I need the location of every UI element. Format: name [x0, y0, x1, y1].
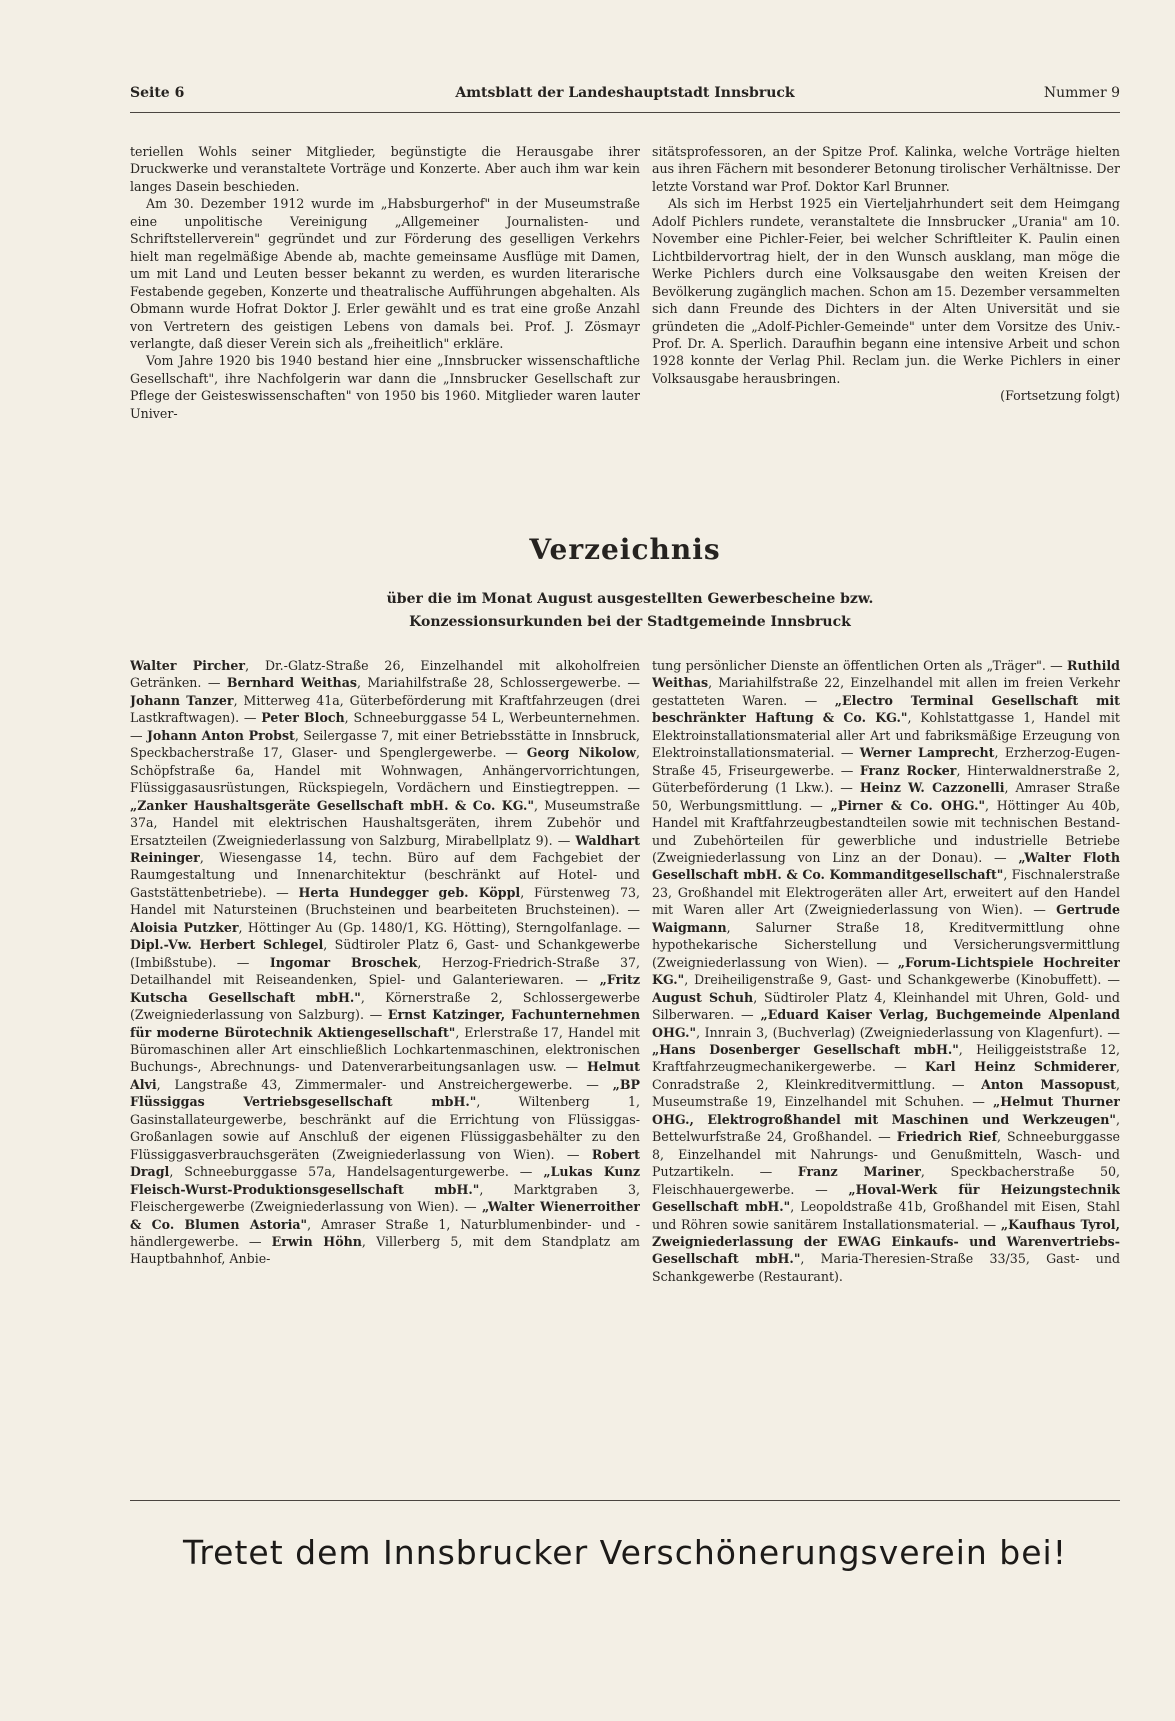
entry-name: „Eduard Kaiser Verlag, Buchgemeinde Alpenland OHG."	[652, 1007, 1120, 1040]
entry-text: , Museumstraße 19, Einzelhandel mit Schuhen. —	[652, 1076, 1120, 1110]
listing-column-left	[130, 657, 640, 1457]
entry-name: „Lukas Kunz Fleisch-Wurst-Produktionsgesellschaft mbH."	[130, 1164, 640, 1197]
entry-text: , Südtiroler Platz 4, Kleinhandel mit Uhren, Gold- und Silberwaren. —	[652, 989, 1120, 1023]
entry-name: Dipl.-Vw. Herbert Schlegel	[130, 937, 324, 953]
header-rule	[130, 112, 1120, 113]
entry-text: , Erlerstraße 17, Handel mit Büromaschinen aller Art einschließlich Lochkartenmaschinen, elektronischen Buchungs-, Abrechnungs- und Datenverarbeitungsanlagen usw. —	[130, 1024, 640, 1075]
entry-name: „Kaufhaus Tyrol, Zweigniederlassung der EWAG Einkaufs- und Warenvertriebs-Gesellschaft mbH."	[652, 1216, 1120, 1267]
entry-text: , Schöpfstraße 6a, Handel mit Wohnwagen, Anhängervorrichtungen, Flüssiggasausrüstungen, Rückspiegeln, Vordächern und Einstiegtreppen. —	[130, 745, 640, 796]
page-number: Seite 6	[130, 85, 185, 101]
entry-name: Ingomar Broschek	[269, 954, 418, 970]
entry-text: , Marktgraben 3, Fleischergewerbe (Zweigniederlassung von Wien). —	[130, 1181, 640, 1215]
entry-text: , Dreiheiligenstraße 9, Gast- und Schankgewerbe (Kinobuffett). —	[684, 972, 1120, 988]
entry-name: „Hans Dosenberger Gesellschaft mbH."	[652, 1041, 959, 1057]
entry-name: „Zanker Haushaltsgeräte Gesellschaft mbH. & Co. KG."	[130, 797, 535, 813]
entry-name: Franz Mariner	[797, 1164, 921, 1180]
entry-name: Heinz W. Cazzonelli	[859, 780, 1005, 796]
entry-name: Werner Lamprecht	[859, 745, 995, 761]
entry-text: , Innrain 3, (Buchverlag) (Zweigniederlassung von Klagenfurt). —	[696, 1024, 1120, 1040]
entry-name: Johann Anton Probst	[146, 727, 295, 743]
entry-name: Robert Dragl	[130, 1146, 640, 1180]
entry-name: Aloisia Putzker	[130, 919, 239, 935]
entry-text: , Seilergasse 7, mit einer Betriebsstätte in Innsbruck, Speckbacherstraße 17, Glaser- und Spenglergewerbe. —	[130, 727, 640, 761]
entry-name: Franz Rocker	[859, 762, 957, 778]
entry-name: Waldhart Reininger	[130, 832, 640, 865]
entry-text: , Museumstraße 37a, Handel mit elektrischen Haushaltsgeräten, ihrem Zubehör und Ersatzteilen (Zweigniederlassung von Salzburg, Mirabellplatz 9). —	[130, 797, 640, 848]
entry-name: „Helmut Thurner OHG., Elektrogroßhandel mit Maschinen und Werkzeugen"	[652, 1094, 1120, 1127]
listing-title: Verzeichnis	[529, 533, 721, 566]
entry-text: , Schneeburggasse 57a, Handelsagenturgewerbe. —	[169, 1164, 544, 1180]
entry-text: , Heiliggeiststraße 12, Kraftfahrzeugmechanikergewerbe. —	[652, 1041, 1120, 1075]
entry-text: , Südtiroler Platz 6, Gast- und Schankgewerbe (Imbißstube). —	[130, 937, 640, 970]
entry-text: , Höttinger Au (Gp. 1480/1, KG. Hötting), Sterngolfanlage. —	[238, 919, 640, 935]
entry-name: Anton Massopust	[981, 1076, 1116, 1092]
entry-text: , Amraser Straße 1, Naturblumenbinder- und -händlergewerbe. —	[130, 1216, 640, 1249]
entry-text: , Speckbacherstraße 50, Fleischhauergewerbe. —	[652, 1164, 1120, 1197]
slogan-banner: Tretet dem Innsbrucker Verschönerungsverein bei!	[183, 1533, 1067, 1572]
entry-text: , Schneeburggasse 8, Einzelhandel mit Nahrungs- und Genußmitteln, Wasch- und Putzartikeln. —	[652, 1129, 1120, 1180]
entry-text: , Villerberg 5, mit dem Standplatz am Hauptbahnhof, Anbie-	[130, 1233, 640, 1267]
entry-text: , Mariahilfstraße 28, Schlossergewerbe. —	[356, 675, 640, 691]
entry-name: Peter Bloch	[261, 710, 345, 726]
entry-text: , Wiesengasse 14, techn. Büro auf dem Fachgebiet der Raumgestaltung und Innenarchitektur (beschränkt auf Hotel- und Gaststättenbetriebe). —	[130, 849, 640, 900]
entry-text: , Wiltenberg 1, Gasinstallateurgewerbe, beschränkt auf die Errichtung von Flüssiggas-Großanlagen sowie auf Anschluß der eigenen Flüssiggasbehälter zu den Flüssiggasverbrauchsgeräten (Zweigniederlassung von Wien). —	[130, 1094, 640, 1162]
entry-text: , Herzog-Friedrich-Straße 37, Detailhandel mit Reiseandenken, Spiel- und Galanteriewaren. —	[130, 954, 640, 988]
entry-name: Karl Heinz Schmiderer	[924, 1059, 1116, 1075]
listing-entries	[130, 657, 640, 1268]
entry-text: , Amraser Straße 50, Werbungsmittlung. —	[652, 780, 1120, 813]
entry-name: Bernhard Weithas	[226, 675, 357, 691]
entry-name: Erwin Höhn	[271, 1233, 362, 1249]
entry-name: Gertrude Waigmann	[652, 902, 1120, 935]
page-header	[130, 85, 1120, 107]
entry-text: , Höttinger Au 40b, Handel mit Kraftfahrzeugbestandteilen sowie mit technischen Bestand- und Zubehörteilen für gewerbliche und industrielle Betriebe (Zweigniederlassung von Linz an der Donau). —	[652, 797, 1120, 865]
article-paragraph: sitätsprofessoren, an der Spitze Prof. Kalinka, welche Vorträge hielten aus ihren Fächern mit besonderer Betonung tirolischer Verhältnisse. Der letzte Vorstand war Prof. Doktor Karl Brunner.	[652, 144, 1120, 194]
entry-name: „Walter Floth Gesellschaft mbH. & Co. Kommanditgesellschaft"	[652, 849, 1120, 883]
listing-column-right	[652, 657, 1120, 1457]
entry-name: Walter Pircher	[130, 658, 246, 673]
entry-text: , Maria-Theresien-Straße 33/35, Gast- und Schankgewerbe (Restaurant).	[652, 1251, 1120, 1284]
entry-text: , Conradstraße 2, Kleinkreditvermittlung. —	[652, 1059, 1120, 1092]
entry-text: , Fischnalerstraße 23, Großhandel mit Elektrogeräten aller Art, erweitert auf den Handel mit Waren aller Art (Zweigniederlassung von Wien). —	[652, 867, 1120, 918]
continued-note: (Fortsetzung folgt)	[1000, 388, 1120, 404]
publication-title: Amtsblatt der Landeshauptstadt Innsbruck	[455, 85, 795, 101]
issue-number: Nummer 9	[1043, 85, 1120, 101]
entry-name: „Forum-Lichtspiele Hochreiter KG."	[652, 954, 1120, 988]
entry-text: , Fürstenweg 73, Handel mit Natursteinen (Bruchsteinen und bearbeiteten Bruchsteinen). —	[130, 884, 640, 918]
entry-name: „Electro Terminal Gesellschaft mit beschränkter Haftung & Co. KG."	[652, 692, 1120, 726]
entry-name: Herta Hundegger geb. Köppl	[298, 884, 521, 900]
article-paragraph: teriellen Wohls seiner Mitglieder, begünstigte die Herausgabe ihrer Druckwerke und veranstaltete Vorträge und Konzerte. Aber auch ihm war kein langes Dasein beschieden.	[130, 144, 640, 194]
entry-text: , Langstraße 43, Zimmermaler- und Anstreichergewerbe. —	[156, 1076, 613, 1092]
entry-text: , Salurner Straße 18, Kreditvermittlung ohne hypothekarische Sicherstellung und Versicherungsvermittlung (Zweigniederlassung von Wien). —	[652, 919, 1120, 970]
entry-name: Ernst Katzinger, Fachunternehmen für moderne Bürotechnik Aktiengesellschaft"	[130, 1007, 640, 1040]
entry-text: , Schneeburggasse 54 L, Werbeunternehmen. —	[130, 710, 640, 743]
entry-name: „Fritz Kutscha Gesellschaft mbH."	[130, 972, 640, 1005]
entry-name: Johann Tanzer	[130, 692, 234, 708]
entry-text: , Mitterweg 41a, Güterbeförderung mit Kraftfahrzeugen (drei Lastkraftwagen). —	[130, 692, 640, 726]
entry-name: „Walter Wienerroither & Co. Blumen Astoria"	[130, 1199, 640, 1232]
entry-name: Ruthild Weithas	[652, 658, 1120, 691]
entry-text: , Kohlstattgasse 1, Handel mit Elektroinstallationsmaterial aller Art und fabriksmäßige Erzeugung von Elektroinstallationsmaterial. —	[652, 710, 1120, 761]
entry-text: , Körnerstraße 2, Schlossergewerbe (Zweigniederlassung von Salzburg). —	[130, 989, 640, 1023]
footer-rule	[130, 1500, 1120, 1501]
entry-text: , Mariahilfstraße 22, Einzelhandel mit allen im freien Verkehr gestatteten Waren. —	[652, 675, 1120, 708]
article-column-right	[652, 143, 1120, 493]
entry-text: , Erzherzog-Eugen-Straße 45, Friseurgewerbe. —	[652, 745, 1120, 778]
listing-subtitle: über die im Monat August ausgestellten Gewerbescheine bzw. Konzessionsurkunden bei der Stadtgemeinde Innsbruck	[386, 591, 874, 630]
entry-name: „BP Flüssiggas Vertriebsgesellschaft mbH."	[130, 1076, 640, 1110]
article-paragraph: Am 30. Dezember 1912 wurde im „Habsburgerhof" in der Museumstraße eine unpolitische Vereinigung „Allgemeiner Journalisten- und Schriftstellerverein" gegründet und zur Förderung des geselligen Verkehrs hielt man regelmäßige Abende ab, machte gemeinsame Ausflüge mit Damen, um mit Land und Leuten besser bekannt zu werden, es wurden literarische Festabende gegeben, Konzerte und theatralische Aufführungen abgehalten. Als Obmann wurde Hofrat Doktor J. Erler gewählt und es trat eine große Anzahl von Vertretern des geistigen Lebens von damals bei. Prof. J. Zösmayr verlangte, daß dieser Verein sich als „freiheitlich" erkläre.	[130, 196, 640, 351]
entry-name: Georg Nikolow	[526, 745, 636, 761]
entry-name: August Schuh	[652, 989, 754, 1005]
entry-name: „Pirner & Co. OHG."	[830, 797, 986, 813]
article-column-left	[130, 143, 640, 493]
entry-name: Helmut Alvi	[130, 1059, 640, 1092]
listing-entries	[652, 657, 1120, 1285]
entry-name: Friedrich Rief	[896, 1129, 997, 1145]
entry-text: , Leopoldstraße 41b, Großhandel mit Eisen, Stahl und Röhren sowie sanitärem Installationsmaterial. —	[652, 1199, 1120, 1232]
entry-text: , Hinterwaldnerstraße 2, Güterbeförderung (1 Lkw.). —	[652, 762, 1120, 796]
article-paragraph: Als sich im Herbst 1925 ein Vierteljahrhundert seit dem Heimgang Adolf Pichlers rundete, veranstaltete die Innsbrucker „Urania" am 10. November eine Pichler-Feier, bei welcher Schriftleiter K. Paulin einen Lichtbildervortrag hielt, der in den Wunsch ausklang, man möge die Werke Pichlers durch eine Volksausgabe den weiten Kreisen der Bevölkerung zugänglich machen. Schon am 15. Dezember versammelten sich dann Freunde des Dichters in der Alten Universität und sie gründeten die „Adolf-Pichler-Gemeinde" unter dem Vorsitze des Univ.-Prof. Dr. A. Sperlich. Daraufhin begann eine intensive Arbeit und schon 1928 konnte der Verlag Phil. Reclam jun. die Werke Pichlers in einer Volksausgabe herausbringen.	[652, 196, 1120, 386]
entry-name: „Hoval-Werk für Heizungstechnik Gesellschaft mbH."	[652, 1181, 1120, 1215]
entry-text: , Bettelwurfstraße 24, Großhandel. —	[652, 1111, 1120, 1145]
entry-text: tung persönlicher Dienste an öffentlichen Orten als „Träger". —	[652, 658, 1068, 673]
article-paragraph: Vom Jahre 1920 bis 1940 bestand hier eine „Innsbrucker wissenschaftliche Gesellschaft", ihre Nachfolgerin war dann die „Innsbrucker Gesellschaft zur Pflege der Geisteswissenschaften" von 1950 bis 1960. Mitglieder waren lauter Univer-	[130, 353, 640, 421]
entry-text: , Dr.-Glatz-Straße 26, Einzelhandel mit alkoholfreien Getränken. —	[130, 658, 640, 691]
